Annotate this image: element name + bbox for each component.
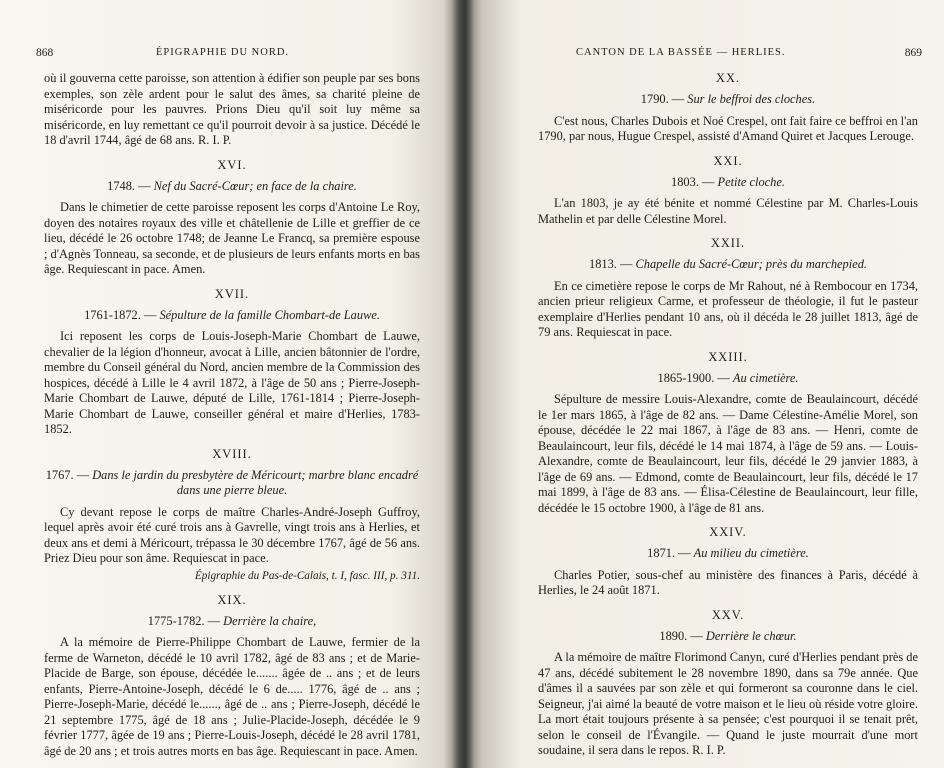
section-year: 1865-1900. — bbox=[657, 370, 730, 385]
epitaph-text: A la mémoire de maître Florimond Canyn, curé d'Herlies pendant près de 47 ans, décédé subitement le 28 novembre 1890, dans sa 79e année. Que d'âmes il a sauvées par son zèle et qui formeront sa couronne dans le ciel. Seigneur, j'ai aimé la beauté de votre maison et le lieu où réside votre gloire. La mort était toujours présente à sa pensée; c'est pourquoi il se tenait prêt, selon le conseil de l'Évangile. — Quand le juste mourrait d'une mort soudaine, il sera dans le repos. R. I. P. bbox=[538, 650, 918, 757]
section-year: 1761-1872. — bbox=[84, 307, 157, 322]
section-subtitle bbox=[538, 546, 918, 562]
epitaph-text: L'an 1803, je ay été bénite et nommé Célestine par M. Charles-Louis Mathelin et par delle Célestine Morel. bbox=[538, 196, 918, 226]
section-subtitle bbox=[44, 308, 420, 324]
section-subtitle bbox=[538, 92, 918, 108]
left-running-title: ÉPIGRAPHIE DU NORD. bbox=[156, 47, 290, 58]
intro-text: où il gouverna cette paroisse, son attention à édifier son peuple par ses bons exemples, son zèle ardent pour le salut des âmes, sa charité pleine de miséricorde pour les pauvres. Prions Dieu qu'il soit luy même sa miséricorde, en luy remettant ce qu'il pourroit devoir à sa justice. Décédé le 18 d'avril 1744, âgé de 68 ans. R. I. P. bbox=[44, 71, 420, 147]
section-location: Nef du Sacré-Cœur; en face de la chaire. bbox=[153, 178, 357, 193]
right-page-number: 869 bbox=[904, 47, 922, 59]
epitaph-text: Charles Potier, sous-chef au ministère des finances à Paris, décédé à Herlies, le 24 août 1871. bbox=[538, 567, 918, 597]
section-year: 1803. — bbox=[671, 174, 715, 189]
book-gutter bbox=[452, 0, 474, 768]
source-citation: Épigraphie du Pas-de-Calais, t. I, fasc. III, p. 311. bbox=[194, 569, 420, 582]
section-location: Chapelle du Sacré-Cœur; près du marchepied. bbox=[635, 257, 867, 271]
section-number: XXIV. bbox=[709, 525, 747, 539]
section-year: 1767. — bbox=[45, 467, 90, 482]
section-subtitle bbox=[538, 629, 918, 645]
section-location: Sépulture de la famille Chombart-de Lauwe. bbox=[159, 307, 380, 322]
section-year: 1775-1782. — bbox=[147, 613, 221, 628]
section-subtitle bbox=[538, 257, 918, 273]
section-year: 1813. — bbox=[589, 257, 633, 271]
section-year: 1871. — bbox=[647, 546, 691, 560]
epitaph-text: A la mémoire de Pierre-Philippe Chombart de Lauwe, fermier de la ferme de Warneton, décédé le 10 avril 1782, âgé de 83 ans ; et de Marie-Placide de Barge, son épouse, décédée le....... âgée de .. ans ; et de leurs enfants, Pierre-Antoine-Joseph, décédé le 6 de..... 1776, âgé de .. ans ; Pierre-Joseph-Marie, décédé le......, âgé de .. ans ; Pierre-Joseph, décédé le 21 septembre 1775, âgé de 18 ans ; Julie-Placide-Joseph, décédée le 9 février 1777, âgée de 19 ans ; Pierre-Louis-Joseph, décédé le 28 avril 1781, âgé de 20 ans ; et trois autres morts en bas âge. Requiescant in pace. Amen. bbox=[44, 635, 420, 758]
section-location: Derrière le chœur. bbox=[705, 628, 797, 643]
section-subtitle bbox=[538, 175, 918, 191]
section-number: XVII. bbox=[214, 286, 250, 301]
right-running-head bbox=[538, 47, 922, 63]
section-year: 1748. — bbox=[107, 178, 151, 193]
section-number: XX. bbox=[716, 71, 740, 85]
right-page bbox=[462, 0, 944, 768]
section-subtitle bbox=[44, 614, 420, 630]
epitaph-text: Sépulture de messire Louis-Alexandre, comte de Beaulaincourt, décédé le 1er mars 1865, à l'âge de 82 ans. — Dame Célestine-Amélie Morel, son épouse, décédée le 22 mai 1867, à l'âge de 83 ans. — Henri, comte de Beaulaincourt, leur fils, décédé le 14 mai 1874, à l'âge de 59 ans. — Louis-Alexandre, comte de Beaulaincourt, leur fils, décédé le 29 janvier 1883, à l'âge de 69 ans. — Edmond, comte de Beaulaincourt, leur fils, décédé le 17 mai 1899, à l'âge de 83 ans. — Élisa-Célestine de Beaulaincourt, leur fille, décédée le 15 octobre 1900, à l'âge de 81 ans. bbox=[538, 392, 918, 515]
section-number: XXII. bbox=[710, 236, 746, 250]
right-page-content bbox=[538, 0, 922, 759]
section-number: XVI. bbox=[217, 157, 247, 172]
section-number: XXI. bbox=[713, 153, 743, 168]
section-year: 1890. — bbox=[659, 628, 703, 643]
section-subtitle bbox=[538, 371, 918, 387]
left-page bbox=[0, 0, 462, 768]
left-running-head bbox=[36, 47, 420, 63]
section-subtitle bbox=[44, 179, 420, 195]
section-year: 1790. — bbox=[640, 92, 685, 106]
right-running-title: CANTON DE LA BASSÉE — HERLIES. bbox=[576, 47, 786, 58]
section-location: Dans le jardin du presbytère de Méricourt; marbre blanc encadré dans une pierre bleue. bbox=[92, 467, 419, 497]
section-number: XIX. bbox=[217, 592, 247, 607]
left-page-content bbox=[36, 0, 420, 759]
epitaph-text: Ici reposent les corps de Louis-Joseph-Marie Chombart de Lauwe, chevalier de la légion d'honneur, avocat à Lille, ancien bâtonnier de l'ordre, membre du Conseil général du Nord, ancien membre de la Commission des hospices, décédé à Lille le 4 avril 1872, à l'âge de 50 ans ; Pierre-Joseph-Marie Chombart de Lauwe, député de Lille, 1761-1814 ; Pierre-Joseph-Marie Chombart de Lauwe, conseiller général et maire d'Herlies, 1783-1852. bbox=[44, 329, 420, 436]
section-number: XVIII. bbox=[212, 446, 252, 461]
section-location: Sur le beffroi des cloches. bbox=[687, 92, 816, 106]
epitaph-text: C'est nous, Charles Dubois et Noé Crespel, ont fait faire ce beffroi en l'an 1790, par nous, Hugue Crespel, assisté d'Amand Quiret et Jacques Lerouge. bbox=[538, 113, 918, 143]
section-location: Petite cloche. bbox=[717, 174, 785, 189]
epitaph-text: Dans le chimetier de cette paroisse reposent les corps d'Antoine Le Roy, doyen des notaires royaux des ville et châtellenie de Lille et greffier de ce lieu, décédé le 26 octobre 1748; de Jeanne Le Francq, sa première espouse ; d'Agnès Tonneau, sa seconde, et de plusieurs de leurs enfants morts en bas âge. Requiescant in pace. Amen. bbox=[44, 200, 420, 276]
epitaph-text: En ce cimetière repose le corps de Mr Rahout, né à Rembocour en 1734, ancien prieur religieux Carme, et professeur de théologie, il fut le pasteur exemplaire d'Herlies pendant 10 ans, où il décéda le 28 juillet 1813, âgé de 79 ans. Requiescat in pace. bbox=[538, 278, 918, 339]
section-location: Derrière la chaire, bbox=[223, 613, 317, 628]
section-subtitle bbox=[44, 468, 420, 499]
left-page-number: 868 bbox=[36, 47, 54, 59]
section-number: XXIII. bbox=[708, 349, 748, 364]
section-location: Au milieu du cimetière. bbox=[693, 546, 809, 560]
epitaph-text: Cy devant repose le corps de maître Charles-André-Joseph Guffroy, lequel après avoir été curé trois ans à Gavrelle, vingt trois ans à Herlies, et deux ans et demi à Méricourt, trépassa le 30 décembre 1767, âgé de 56 ans. Priez Dieu pour son âme. Requiescat in pace. bbox=[44, 504, 420, 565]
section-location: Au cimetière. bbox=[732, 370, 799, 385]
section-number: XXV. bbox=[711, 607, 745, 622]
